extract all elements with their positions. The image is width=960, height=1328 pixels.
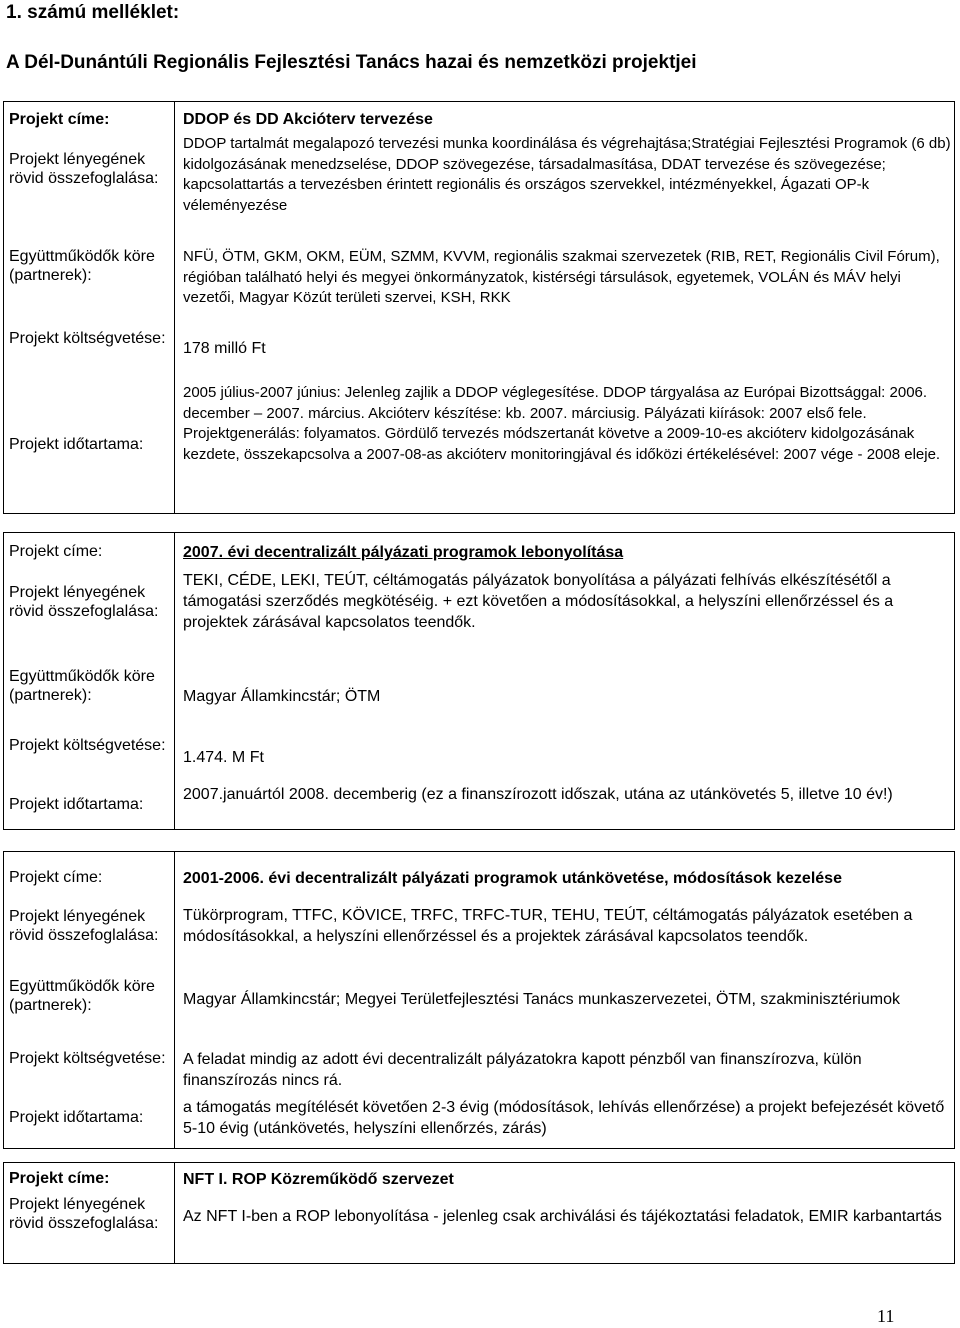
project-duration: 2007.januártól 2008. decemberig (ez a finanszírozott időszak, utána az utánkövetés 5, illetve 10 év!) (183, 786, 893, 803)
project-partners: Magyar Államkincstár; Megyei Területfejlesztési Tanács munkaszervezetei, ÖTM, szakminisztériumok (183, 991, 900, 1008)
label-partners: Együttműködők köre (partnerek): (9, 248, 155, 284)
label-partners: Együttműködők köre (partnerek): (9, 668, 155, 704)
label-title: Projekt címe: (9, 1170, 110, 1187)
project-block-1 (3, 101, 955, 514)
label-duration: Projekt időtartama: (9, 436, 144, 453)
main-title: A Dél-Dunántúli Regionális Fejlesztési Tanács hazai és nemzetközi projektjei (6, 52, 697, 73)
label-budget: Projekt költségvetése: (9, 330, 166, 347)
label-summary: Projekt lényegének rövid összefoglalása: (9, 151, 159, 187)
project-block-4 (3, 1162, 955, 1264)
page-number: 11 (877, 1306, 895, 1326)
label-partners: Együttműködők köre (partnerek): (9, 978, 155, 1014)
label-duration: Projekt időtartama: (9, 796, 144, 813)
project-title: DDOP és DD Akcióterv tervezése (183, 111, 433, 128)
project-budget: 178 milló Ft (183, 340, 266, 357)
label-title: Projekt címe: (9, 869, 103, 886)
label-title: Projekt címe: (9, 543, 103, 560)
label-summary: Projekt lényegének rövid összefoglalása: (9, 584, 159, 620)
project-budget: A feladat mindig az adott évi decentralizált pályázatokra kapott pénzből van finanszírozva, külön finanszírozás nincs rá. (183, 1051, 862, 1089)
project-summary: DDOP tartalmát megalapozó tervezési munka koordinálása és végrehajtása;Stratégiai Fejlesztési Programok (6 db) kidolgozásának menedzselése, DDOP szövegezése, társadalmasítása, DDAT tervezése és szövegezése; kapcsolattartás a tervezésben érintett regionális és országos szervekkel, intézményekkel, Ágazati OP-k véleményezése (183, 135, 951, 214)
label-summary: Projekt lényegének rövid összefoglalása: (9, 1196, 159, 1232)
project-summary: Tükörprogram, TTFC, KÖVICE, TRFC, TRFC-TUR, TEHU, TEÚT, céltámogatás pályázatok esetében a módosításokkal, a helyszíni ellenőrzéssel és a projektek zárásával kapcsolatos teendők. (183, 907, 913, 945)
project-summary: Az NFT I-ben a ROP lebonyolítása - jelenleg csak archiválási és tájékoztatási feladatok, EMIR karbantartás (183, 1208, 942, 1225)
project-title: 2001-2006. évi decentralizált pályázati programok utánkövetése, módosítások kezelése (183, 870, 842, 887)
project-budget: 1.474. M Ft (183, 749, 264, 766)
label-title: Projekt címe: (9, 111, 110, 128)
project-partners: NFÜ, ÖTM, GKM, OKM, EÜM, SZMM, KVVM, regionális szakmai szervezetek (RIB, RET, Regionális Civil Fórum), régióban található helyi és megyei önkormányzatok, kistérségi társulások, egyetemek, VOLÁN és MÁV helyi vezetői, Magyar Közút területi szervei, KSH, RKK (183, 248, 940, 306)
project-partners: Magyar Államkincstár; ÖTM (183, 688, 381, 705)
label-budget: Projekt költségvetése: (9, 1050, 166, 1067)
label-budget: Projekt költségvetése: (9, 737, 166, 754)
project-duration: a támogatás megítélését követően 2-3 évig (módosítások, lehívás ellenőrzése) a projekt befejezését követő 5-10 évig (utánkövetés, helyszíni ellenőrzés, zárás) (183, 1099, 945, 1137)
project-title: 2007. évi decentralizált pályázati programok lebonyolítása (183, 544, 624, 561)
label-duration: Projekt időtartama: (9, 1109, 144, 1126)
label-summary: Projekt lényegének rövid összefoglalása: (9, 908, 159, 944)
project-block-2 (3, 532, 955, 830)
annex-title: 1. számú melléklet: (6, 2, 180, 23)
project-block-3 (3, 851, 955, 1149)
project-duration: 2005 július-2007 június: Jelenleg zajlik a DDOP véglegesítése. DDOP tárgyalása az Európai Bizottsággal: 2006. december – 2007. március. Akcióterv készítése: kb. 2007. márciusig. Pályázati kiírások: 2007 első fele. Projektgenerálás: folyamatos. Gördülő tervezés módszertanát követve a 2009-10-es akcióterv kidolgozásának kezdete, összekapcsolva a 2007-08-as akcióterv monitoringjával és időközi értékelésével: 2007 vége - 2008 eleje. (183, 384, 941, 463)
project-summary: TEKI, CÉDE, LEKI, TEÚT, céltámogatás pályázatok bonyolítása a pályázati felhívás elkészítésétől a támogatási szerződés megkötéséig. + ezt követően a módosításokkal, a helyszíni ellenőrzéssel és a projektek zárásával kapcsolatos teendők. (183, 572, 894, 631)
project-title: NFT I. ROP Közreműködő szervezet (183, 1171, 454, 1188)
